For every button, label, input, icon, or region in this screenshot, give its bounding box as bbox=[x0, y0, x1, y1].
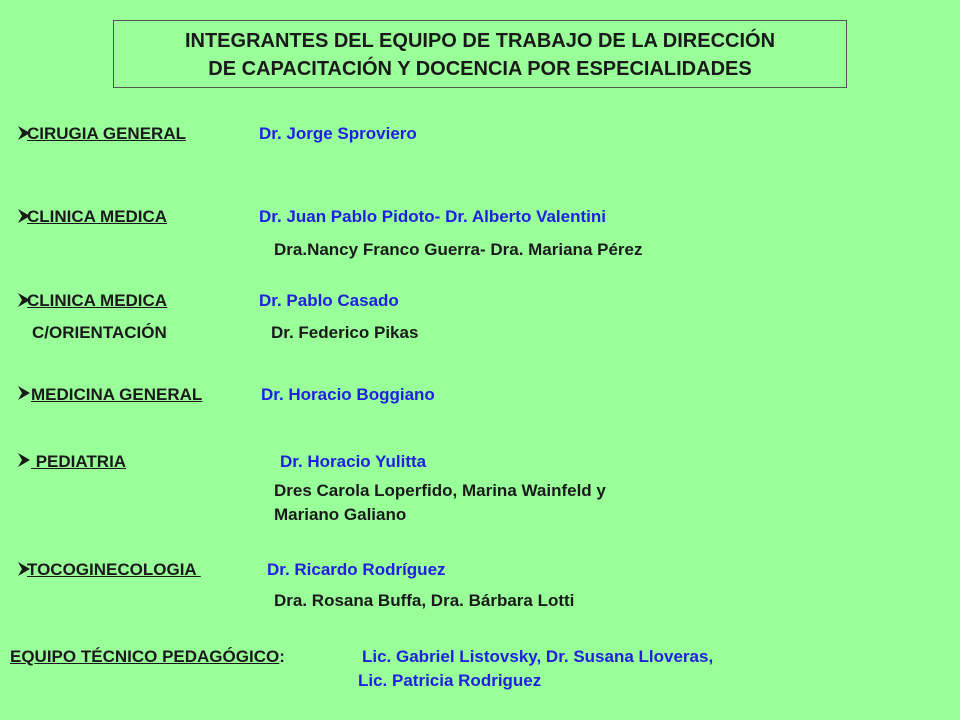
section-label-pediatria: PEDIATRIA bbox=[31, 452, 127, 471]
page-title-line-2: DE CAPACITACIÓN Y DOCENCIA POR ESPECIALIDADES bbox=[208, 58, 752, 80]
section-label-medicina: MEDICINA GENERAL bbox=[31, 385, 203, 404]
section-label-clinica-2: CLINICA MEDICA bbox=[27, 291, 168, 310]
section-name-cirugia: Dr. Jorge Sproviero bbox=[259, 124, 417, 143]
section-name-pediatria-line-2: Dres Carola Loperfido, Marina Wainfeld y bbox=[274, 481, 606, 500]
section-name-medicina: Dr. Horacio Boggiano bbox=[261, 385, 435, 404]
section-name-clinica-2: Dr. Pablo Casado bbox=[259, 291, 399, 310]
section-label-cirugia: CIRUGIA GENERAL bbox=[27, 124, 186, 143]
equipo-label-row bbox=[10, 647, 285, 667]
equipo-label: EQUIPO TÉCNICO PEDAGÓGICO bbox=[10, 647, 280, 666]
equipo-colon: : bbox=[279, 647, 285, 666]
equipo-name-line-1: Lic. Gabriel Listovsky, Dr. Susana Lloveras, bbox=[362, 647, 714, 666]
page-title-box bbox=[113, 20, 847, 88]
section-name-pediatria: Dr. Horacio Yulitta bbox=[280, 452, 427, 471]
section-name-clinica-1-line-2: Dra.Nancy Franco Guerra- Dra. Mariana Pérez bbox=[274, 240, 643, 259]
section-label-toco: TOCOGINECOLOGIA bbox=[27, 560, 201, 579]
section-name-pediatria-line-3: Mariano Galiano bbox=[274, 505, 407, 524]
arrow-bullet-icon bbox=[17, 452, 31, 468]
equipo-name-line-2: Lic. Patricia Rodriguez bbox=[358, 671, 542, 690]
section-sublabel-clinica-2: C/ORIENTACIÓN bbox=[32, 323, 167, 342]
section-name-toco-line-2: Dra. Rosana Buffa, Dra. Bárbara Lotti bbox=[274, 591, 575, 610]
section-label-clinica-1: CLINICA MEDICA bbox=[27, 207, 168, 226]
arrow-bullet-icon bbox=[17, 385, 31, 401]
section-name-clinica-2-line-2: Dr. Federico Pikas bbox=[271, 323, 419, 342]
page-title-line-1: INTEGRANTES DEL EQUIPO DE TRABAJO DE LA DIRECCIÓN bbox=[184, 30, 776, 52]
section-name-toco: Dr. Ricardo Rodríguez bbox=[267, 560, 446, 579]
section-name-clinica-1: Dr. Juan Pablo Pidoto- Dr. Alberto Valentini bbox=[259, 207, 606, 226]
